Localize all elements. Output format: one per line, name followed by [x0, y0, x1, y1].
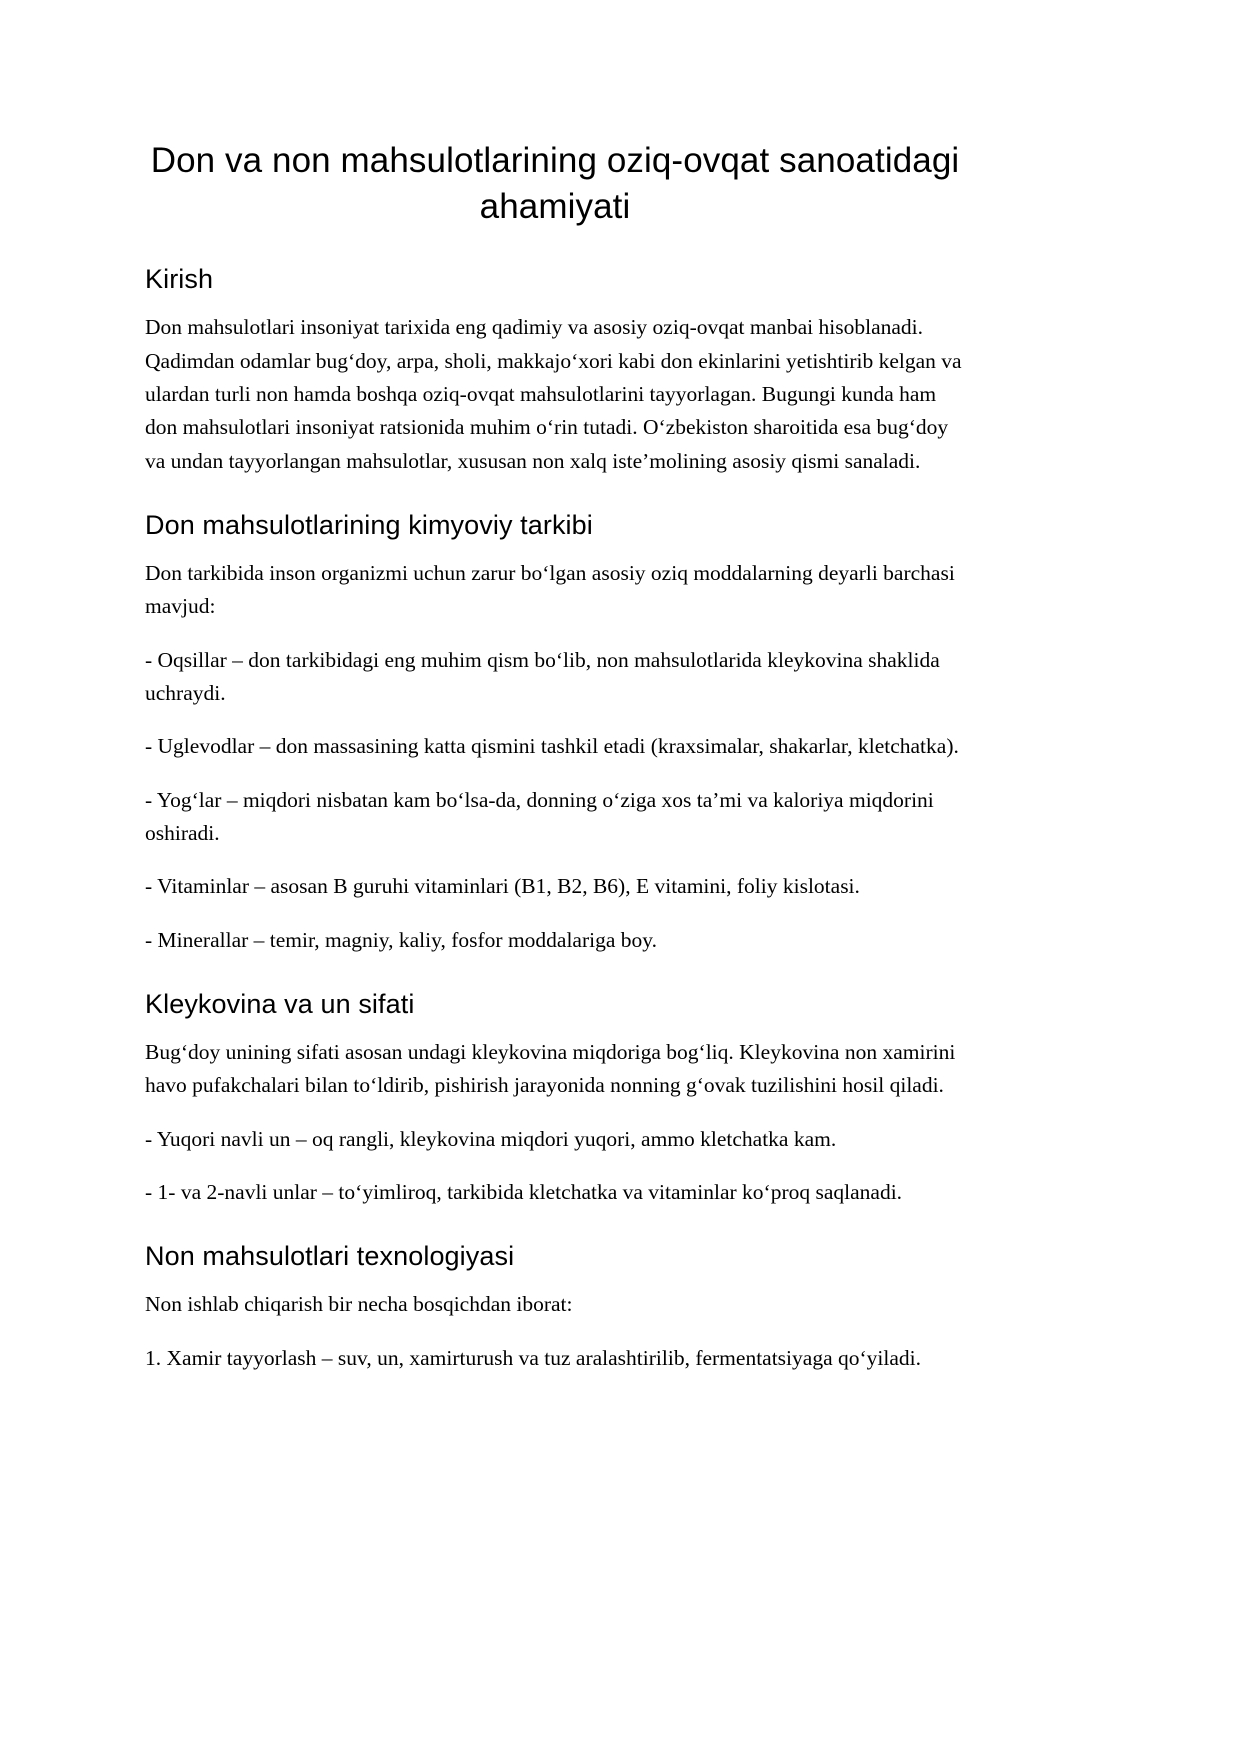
section-heading-texnologiyasi: Non mahsulotlari texnologiyasi — [145, 1241, 515, 1272]
spacer — [145, 764, 965, 784]
list-item: - Yuqori navli un – oq rangli, kleykovina miqdori yuqori, ammo kletchatka kam. — [145, 1126, 837, 1151]
numbered-list-item: 1. Xamir tayyorlash – suv, un, xamirturush va tuz aralashtirilib, fermentatsiyaga qo‘yiladi. — [145, 1345, 921, 1370]
spacer — [145, 957, 965, 987]
list-item: - Oqsillar – don tarkibidagi eng muhim qism bo‘lib, non mahsulotlarida kleykovina shaklida uchraydi. — [145, 647, 940, 706]
spacer — [145, 1322, 965, 1342]
spacer — [145, 478, 965, 508]
spacer — [145, 1103, 965, 1123]
paragraph: Bug‘doy unining sifati asosan undagi kleykovina miqdoriga bog‘liq. Kleykovina non xamirini havo pufakchalari bilan to‘ldirib, pishirish jarayonida nonning g‘ovak tuzilishini hosil qiladi. — [145, 1040, 956, 1098]
paragraph: Don mahsulotlari insoniyat tarixida eng qadimiy va asosiy oziq-ovqat manbai hisoblanadi. Qadimdan odamlar bug‘doy, arpa, sholi, makkajo‘xori kabi don ekinlarini yetishtirib kelgan va ulardan turli non hamda boshqa oziq-ovqat mahsulotlarini tayyorlagan. Bugungi kunda ham don mahsulotlari insoniyat ratsionida muhim o‘rin tutadi. O‘zbekiston sharoitida esa bug‘doy va undan tayyorlangan mahsulotlar, xususan non xalq iste’molining asosiy qismi sanaladi. — [145, 315, 962, 473]
spacer — [145, 543, 965, 557]
spacer — [145, 230, 965, 262]
spacer — [145, 297, 965, 311]
spacer — [145, 1274, 965, 1288]
page-title: Don va non mahsulotlarining oziq-ovqat sanoatidagi ahamiyati — [150, 141, 960, 227]
spacer — [145, 1156, 965, 1176]
spacer — [145, 624, 965, 644]
paragraph: Non ishlab chiqarish bir necha bosqichdan iborat: — [145, 1292, 573, 1317]
list-item: - Yog‘lar – miqdori nisbatan kam bo‘lsa-da, donning o‘ziga xos ta’mi va kaloriya miqdorini oshiradi. — [145, 787, 934, 845]
spacer — [145, 904, 965, 924]
spacer — [145, 850, 965, 870]
spacer — [145, 710, 965, 730]
document-content — [145, 0, 965, 1375]
section-heading-kleykovina: Kleykovina va un sifati — [145, 988, 415, 1019]
section-heading-kimyoviy-tarkibi: Don mahsulotlarining kimyoviy tarkibi — [145, 510, 593, 541]
section-heading-kirish: Kirish — [145, 264, 214, 295]
list-item: - Uglevodlar – don massasining katta qismini tashkil etadi (kraxsimalar, shakarlar, kletchatka). — [145, 734, 959, 759]
list-item: - 1- va 2-navli unlar – to‘yimliroq, tarkibida kletchatka va vitaminlar ko‘proq saqlanadi. — [145, 1179, 903, 1204]
paragraph: Don tarkibida inson organizmi uchun zarur bo‘lgan asosiy oziq moddalarning deyarli barchasi mavjud: — [145, 561, 955, 619]
spacer — [145, 1022, 965, 1036]
spacer — [145, 1209, 965, 1239]
list-item: - Vitaminlar – asosan B guruhi vitaminlari (B1, B2, B6), E vitamini, foliy kislotasi. — [145, 874, 860, 899]
list-item: - Minerallar – temir, magniy, kaliy, fosfor moddalariga boy. — [145, 927, 658, 952]
